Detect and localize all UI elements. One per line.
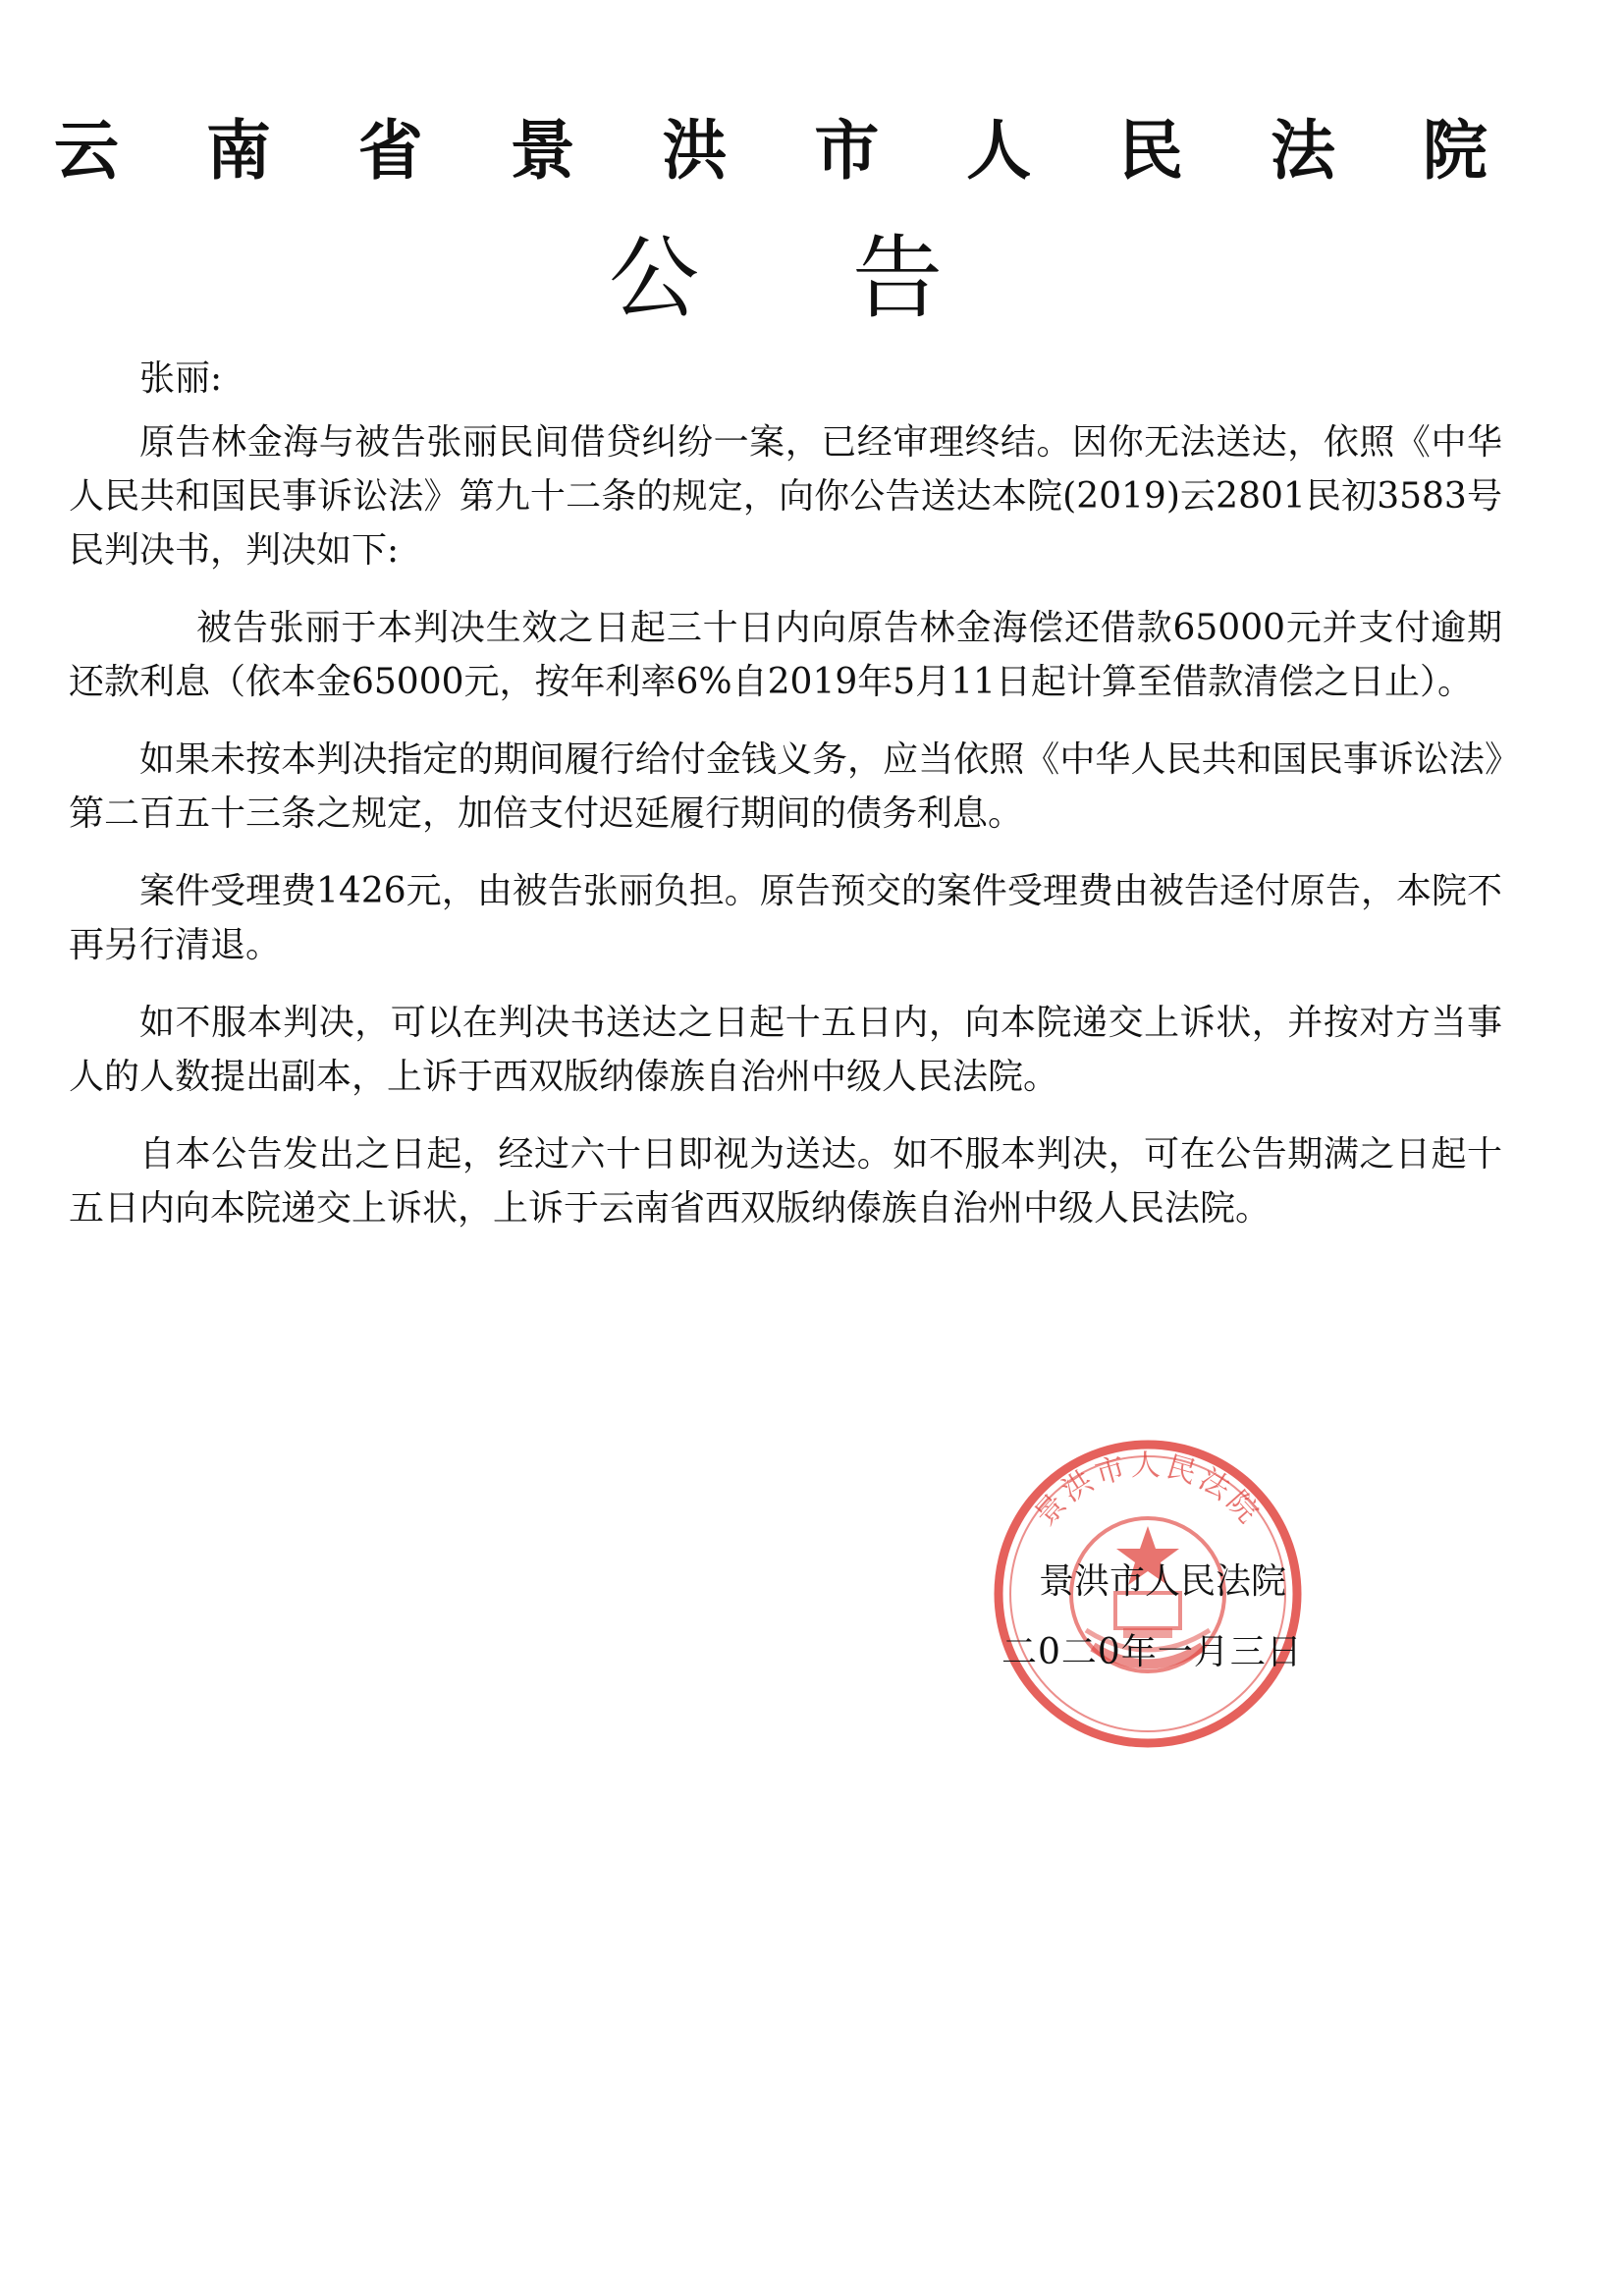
notice-heading: [609, 206, 943, 336]
body-paragraph: 原告林金海与被告张丽民间借贷纠纷一案，已经审理终结。因你无法送达，依照《中华人民共和国民事诉讼法》第九十二条的规定，向你公告送达本院(2019)云2801民初3583号民判决书，判决如下:: [69, 422, 1502, 571]
court-name-char: 云: [54, 112, 119, 189]
court-name-char: 法: [1271, 112, 1335, 189]
court-name-char: 省: [357, 112, 423, 189]
body-paragraph: 自本公告发出之日起，经过六十日即视为送达。如不服本判决，可在公告期满之日起十五日内向本院递交上诉状，上诉于云南省西双版纳傣族自治州中级人民法院。: [69, 1134, 1502, 1229]
notice-char: 公: [609, 226, 700, 331]
notice-body: [69, 352, 1502, 1259]
notice-char: 告: [851, 226, 943, 331]
court-name-char: 市: [814, 112, 880, 189]
signature-court: 景洪市人民法院: [1039, 1561, 1287, 1602]
court-name-heading: [54, 98, 1488, 191]
court-name-char: 南: [205, 112, 271, 189]
body-paragraph: 如果未按本判决指定的期间履行给付金钱义务，应当依照《中华人民共和国民事诉讼法》第二百五十三条之规定，加倍支付迟延履行期间的债务利息。: [69, 739, 1502, 834]
seal-arc-text: 景洪市人民法院: [1028, 1449, 1268, 1533]
signature-date: 二0二0年一月三日: [1001, 1632, 1303, 1672]
salutation: 张丽:: [139, 358, 223, 399]
court-name-char: 人: [966, 112, 1032, 189]
court-name-char: 景: [510, 112, 575, 189]
body-paragraph: 如不服本判决，可以在判决书送达之日起十五日内，向本院递交上诉状，并按对方当事人的人数提出副本，上诉于西双版纳傣族自治州中级人民法院。: [69, 1003, 1502, 1097]
signature-block: [1001, 1547, 1355, 1688]
body-paragraph: 案件受理费1426元，由被告张丽负担。原告预交的案件受理费由被告迳付原告，本院不再另行清退。: [69, 871, 1502, 965]
court-name-char: 院: [1422, 112, 1488, 189]
court-name-char: 民: [1118, 112, 1184, 189]
court-name-char: 洪: [662, 112, 728, 189]
judgment-paragraph: 被告张丽于本判决生效之日起三十日内向原告林金海偿还借款65000元并支付逾期还款利息（依本金65000元，按年利率6%自2019年5月11日起计算至借款清偿之日止）。: [69, 608, 1502, 702]
